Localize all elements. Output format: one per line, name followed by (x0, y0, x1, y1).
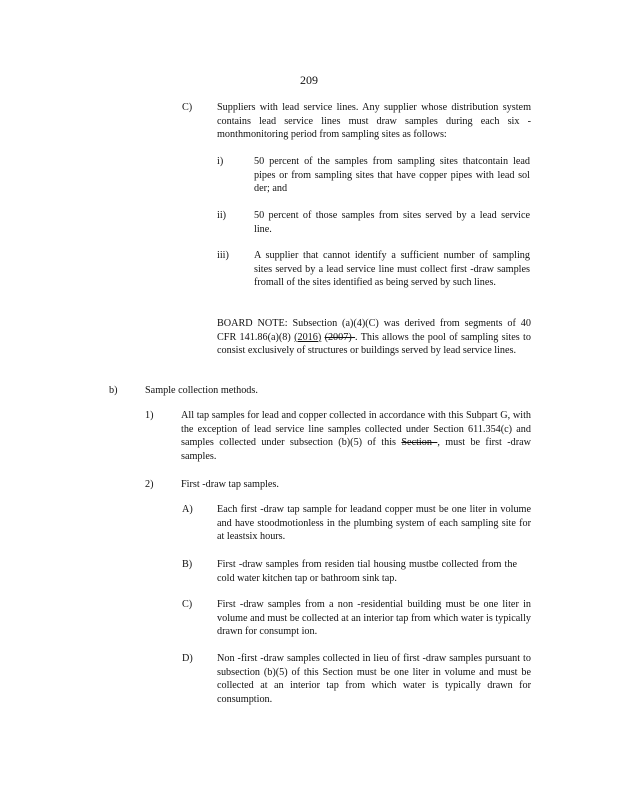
item-2b-text: First -draw samples from residen tial housing mustbe collected from the cold water kitchen tap or bathroom sink tap. (217, 559, 517, 584)
board-note-prefix: BOARD NOTE: Subsection (a)(4)(C) was derived from segments of 40 CFR 141.86(a)(8) (217, 318, 531, 343)
item-iii-label: iii) (217, 250, 229, 261)
item-2c-label: C) (182, 599, 193, 610)
item-iii-text: A supplier that cannot identify a sufficient number of sampling sites served by a lead service line must collect first -draw samples fromall of the sites identified as being served by such lines. (254, 250, 530, 289)
item-2-label: 2) (145, 479, 154, 490)
board-note-deleted: (2007) (324, 331, 356, 343)
board-note (217, 317, 531, 358)
subsection-c-text: Suppliers with lead service lines. Any supplier whose distribution system contains lead service lines must draw samples during each six -monthmonitoring period from sampling sites as follows: (217, 102, 531, 141)
item-2-title: First -draw tap samples. (181, 479, 279, 490)
item-1-text-after: , must be first -draw samples. (181, 437, 531, 462)
subsection-c-label: C) (182, 102, 193, 113)
item-2a-label: A) (182, 504, 193, 515)
item-ii-label: ii) (217, 210, 227, 221)
board-note-inserted: (2016) (294, 331, 322, 343)
item-2d-label: D) (182, 653, 193, 664)
item-2b-label: B) (182, 559, 193, 570)
item-1-text (181, 409, 531, 463)
board-note-suffix: . This allows the pool of sampling sites to consist exclusively of structures or buildings served by lead service lines. (217, 331, 531, 357)
item-2d-text: Non -first -draw samples collected in lieu of first -draw samples pursuant to subsection (b)(5) of this Section must be one liter in volume and must be collected at an interior tap from which water is typically drawn for consumption. (217, 653, 531, 705)
page-number: 209 (300, 73, 318, 87)
subsection-b-label: b) (109, 385, 118, 396)
subsection-b-title: Sample collection methods. (145, 385, 258, 396)
item-2a-text: Each first -draw tap sample for leadand copper must be one liter in volume and have stoodmotionless in the plumbing system of each sampling site for at leastsix hours. (217, 504, 531, 543)
item-1-text-before: All tap samples for lead and copper collected in accordance with this Subpart G, with the exception of lead service line samples collected under Section 611.354(c) and samples collected under subsection (b)(5) of this (181, 410, 531, 449)
item-1-deleted: Section (401, 437, 438, 449)
item-1-label: 1) (145, 410, 154, 421)
item-i-label: i) (217, 156, 224, 167)
item-ii-text: 50 percent of those samples from sites served by a lead service line. (254, 210, 530, 235)
item-2c-text: First -draw samples from a non -residential building must be one liter in volume and must be collected at an interior tap from which water is typically drawn for consumpt ion. (217, 599, 531, 638)
item-i-text: 50 percent of the samples from sampling sites thatcontain lead pipes or from sampling sites that have copper pipes with lead sol der; and (254, 156, 530, 195)
